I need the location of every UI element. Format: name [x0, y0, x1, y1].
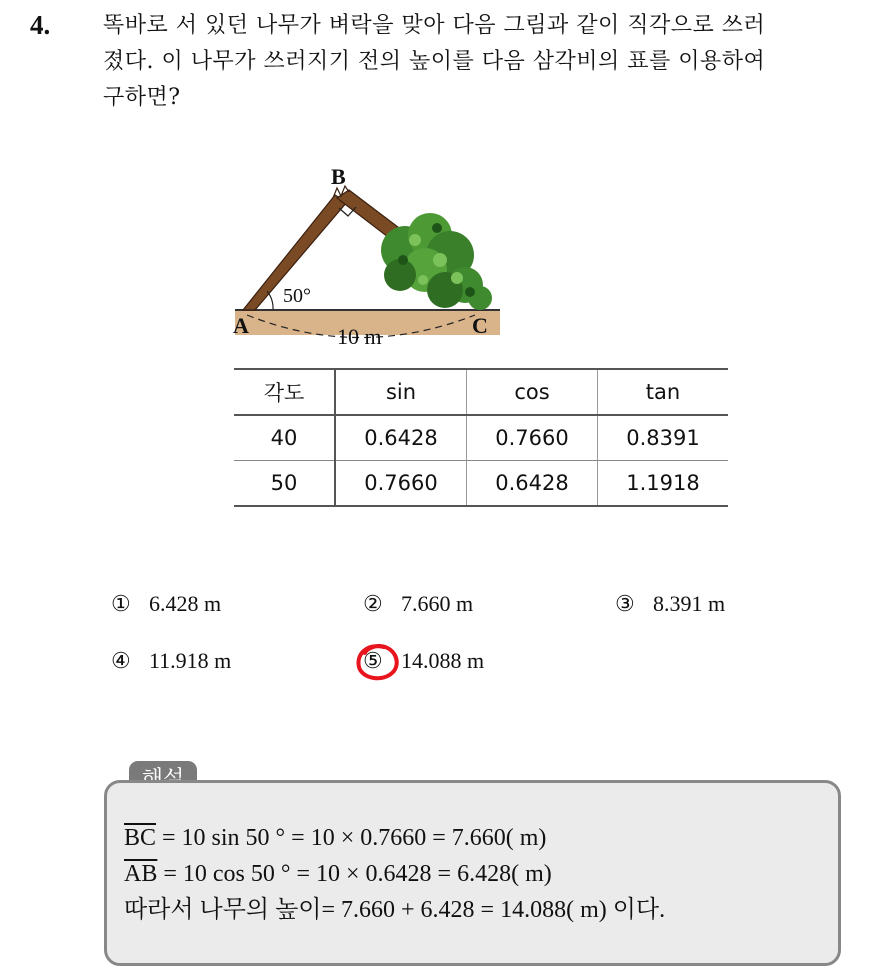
option-1[interactable] — [111, 591, 221, 617]
table-cell: 0.7660 — [467, 415, 598, 461]
option-mark: ③ — [615, 591, 635, 616]
table-cell: 0.6428 — [335, 415, 467, 461]
option-mark: ② — [363, 591, 383, 616]
solution-expression: = 10 sin 50 ° = 10 × 0.7660 = 7.660( m) — [156, 825, 547, 851]
table-cell: 1.1918 — [598, 461, 729, 507]
segment-ab: $\overline{AB}$ — [124, 861, 158, 887]
length-label: 10 m — [337, 324, 382, 349]
angle-label: 50° — [283, 285, 311, 307]
option-4[interactable] — [111, 648, 231, 674]
solution-line-3: 따라서 나무의 높이= 7.660 + 6.428 = 14.088( m) 이다. — [124, 897, 666, 923]
option-mark: ⑤ — [363, 648, 383, 673]
table-cell: 40 — [234, 415, 335, 461]
label-c: C — [472, 313, 488, 338]
option-text: 6.428 m — [149, 591, 222, 616]
option-text: 14.088 m — [401, 648, 485, 673]
solution-line-1 — [124, 820, 665, 856]
question-text — [103, 8, 873, 116]
option-3[interactable] — [615, 591, 725, 617]
table-row — [234, 461, 728, 507]
option-mark: ④ — [111, 648, 131, 673]
label-a: A — [233, 313, 249, 338]
option-mark: ① — [111, 591, 131, 616]
tree-foliage — [381, 213, 492, 310]
answer-circle-mark — [354, 641, 402, 685]
table-cell: 50 — [234, 461, 335, 507]
question-line: 똑바로 서 있던 나무가 벼락을 맞아 다음 그림과 같이 직각으로 쓰러 — [103, 13, 766, 38]
table-header: 각도 — [234, 369, 335, 415]
table-header: cos — [467, 369, 598, 415]
option-text: 8.391 m — [653, 591, 726, 616]
question-number: 4. — [30, 10, 51, 40]
option-text: 7.660 m — [401, 591, 474, 616]
option-text: 11.918 m — [149, 648, 232, 673]
question-line: 졌다. 이 나무가 쓰러지기 전의 높이를 다음 삼각비의 표를 이용하여 — [103, 49, 766, 74]
solution-expression: = 10 cos 50 ° = 10 × 0.6428 = 6.428( m) — [157, 861, 552, 887]
trig-ratio-table — [234, 368, 728, 507]
table-header: sin — [335, 369, 467, 415]
table-cell: 0.8391 — [598, 415, 729, 461]
segment-bc: $\overline{BC}$ — [124, 825, 157, 851]
solution-text — [124, 820, 665, 928]
question-line: 구하면? — [103, 85, 181, 110]
table-cell: 0.7660 — [335, 461, 467, 507]
option-2[interactable] — [363, 591, 473, 617]
table-cell: 0.6428 — [467, 461, 598, 507]
label-b: B — [331, 164, 346, 189]
table-row — [234, 415, 728, 461]
solution-line-2 — [124, 856, 665, 892]
broken-tree-figure — [225, 160, 505, 360]
table-header: tan — [598, 369, 729, 415]
